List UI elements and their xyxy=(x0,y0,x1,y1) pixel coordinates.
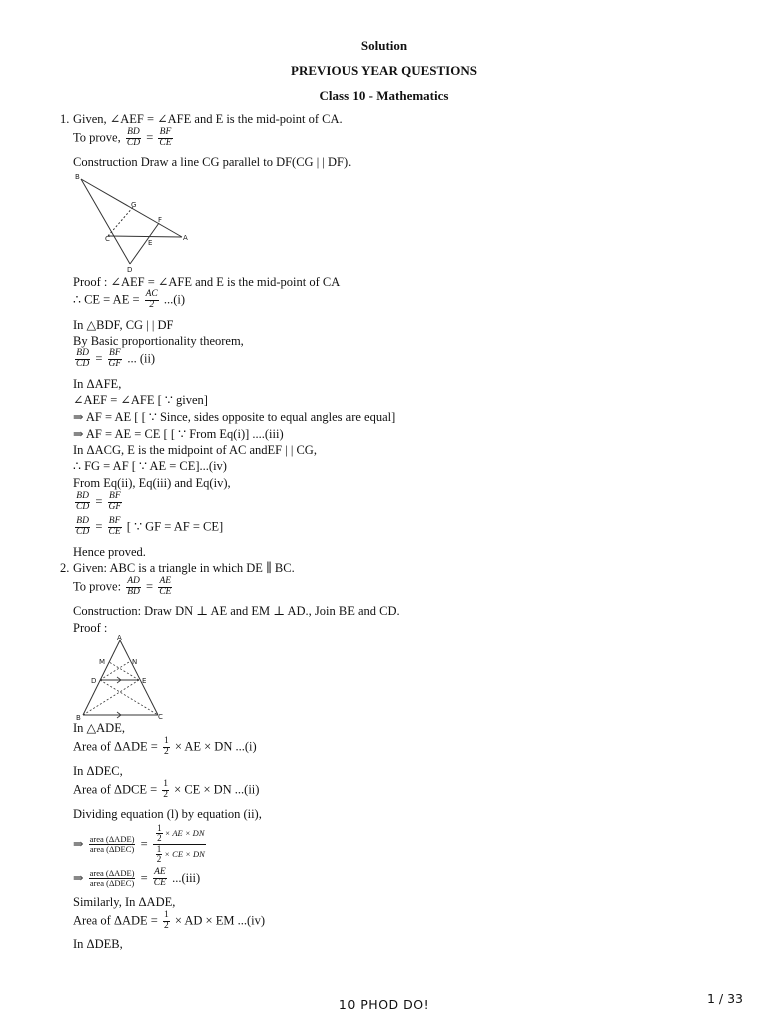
q1-res2-frac2: $\frac{BF}{CE}$ xyxy=(108,516,121,537)
q2-to-prove: To prove: $\frac{AD}{BD}$ = $\frac{AE}{CE}$ xyxy=(73,576,172,597)
fig2-label-n: N xyxy=(132,658,138,666)
q1-afe-given: ∠AEF = ∠AFE [ ∵ given] xyxy=(73,393,208,407)
q1-ce-ae xyxy=(73,290,185,311)
q1-result-2: $\frac{BD}{CD}$ = $\frac{BF}{CE}$ [ ∵ GF = AF = CE] xyxy=(76,516,224,537)
q2-similarly: Similarly, In ΔADE, xyxy=(73,895,176,909)
fig1-label-e: E xyxy=(148,239,153,247)
q2-area-ade2-lhs: Area of ΔADE = xyxy=(73,913,158,928)
q2-proof-label: Proof : xyxy=(73,621,108,635)
q1-to-prove-rhs: $\frac{BF}{CE}$ xyxy=(159,127,172,148)
q1-given: Given, ∠AEF = ∠AFE and E is the mid-point of CA. xyxy=(73,112,343,126)
question-2-number: 2. xyxy=(60,561,70,575)
q1-to-prove: To prove, $\frac{BD}{CD}$ = $\frac{BF}{CE}$ xyxy=(73,127,172,148)
q1-ce-ae-tag: ...(i) xyxy=(163,292,186,307)
fig1-label-g: G xyxy=(131,201,137,209)
q2-area-ade-rhs: × AE × DN ...(i) xyxy=(174,739,257,754)
q2-area-ade2-rhs: × AD × EM ...(iv) xyxy=(174,913,265,928)
q2-tp-frac2: $\frac{AE}{CE}$ xyxy=(159,576,172,597)
fig2-label-m: M xyxy=(99,658,106,666)
q2-area-ade-lhs: Area of ΔADE = xyxy=(73,739,158,754)
q2-area-ade-half: $\frac{1}{2}$ xyxy=(163,736,169,757)
q2-in-ade: In △ADE, xyxy=(73,721,125,735)
q1-res2-tag: [ ∵ GF = AF = CE] xyxy=(126,519,224,534)
question-1-number: 1. xyxy=(60,112,70,126)
q1-af-ae: ⇒ AF = AE [ [ ∵ Since, sides opposite to equal angles are equal] xyxy=(73,410,396,424)
q2-eq3: ⇒ $\frac{\text{area (ΔADE)}}{\text{area (ΔDEC)}}$ = $\frac{AE}{CE}$ ...(iii) xyxy=(73,867,201,888)
q2-in-deb: In ΔDEB, xyxy=(73,937,123,951)
page-title: Solution xyxy=(360,38,408,53)
fig2-label-d: D xyxy=(91,677,97,685)
fig2-label-e: E xyxy=(142,677,147,685)
page-number: 1 / 33 xyxy=(706,991,743,1006)
q2-in-dec: In ΔDEC, xyxy=(73,764,123,778)
q2-eq3-lhs: $\frac{\text{area (ΔADE)}}{\text{area (ΔDEC)}}$ xyxy=(89,868,135,888)
fig2-label-b: B xyxy=(76,714,81,722)
q2-construction: Construction: Draw DN ⊥ AE and EM ⊥ AD., Join BE and CD. xyxy=(73,604,400,618)
q2-area-ade-2 xyxy=(73,911,265,932)
q1-to-prove-label: To prove, xyxy=(73,130,121,145)
q1-construction: Construction Draw a line CG parallel to DF(CG | | DF). xyxy=(73,155,352,169)
q1-res2-frac1: $\frac{BD}{CD}$ xyxy=(76,516,90,537)
q1-eq2-frac1: $\frac{BD}{CD}$ xyxy=(76,348,90,369)
q2-to-prove-label: To prove: xyxy=(73,579,122,594)
q1-eq2: $\frac{BD}{CD}$ = $\frac{BF}{GF}$ ... (ii) xyxy=(76,348,156,369)
q2-given: Given: ABC is a triangle in which DE ∥ BC. xyxy=(73,561,295,575)
q2-ratio-lhs: $\frac{\text{area (ΔADE)}}{\text{area (ΔDEC)}}$ xyxy=(89,833,135,854)
page-subtitle: PREVIOUS YEAR QUESTIONS xyxy=(291,63,477,78)
q2-area-dce-rhs: × CE × DN ...(ii) xyxy=(174,782,260,797)
q1-res1-frac2: $\frac{BF}{GF}$ xyxy=(108,491,122,512)
q2-area-ade2-half: $\frac{1}{2}$ xyxy=(163,910,169,931)
q1-result-1: $\frac{BD}{CD}$ = $\frac{BF}{GF}$ xyxy=(76,491,122,512)
fig1-label-b: B xyxy=(75,173,80,181)
q1-to-prove-lhs: $\frac{BD}{CD}$ xyxy=(126,127,141,148)
q2-eq3-rhs: $\frac{AE}{CE}$ xyxy=(153,867,166,888)
q1-bpt: By Basic proportionality theorem, xyxy=(73,334,244,348)
q1-proof-line: Proof : ∠AEF = ∠AFE and E is the mid-point of CA xyxy=(73,275,341,289)
fig2-label-a: A xyxy=(117,634,122,642)
fig1-label-c: C xyxy=(105,235,110,243)
q2-ratio-eq: ⇒ $\frac{\text{area (ΔADE)}}{\text{area (ΔDEC)}}$ = $\frac{1}{2}$ × AE × DN $\frac{1}{2}$ × CE × DN xyxy=(73,823,205,865)
q1-ce-ae-lhs: ∴ CE = AE = xyxy=(73,292,140,307)
q2-eq3-tag: ...(iii) xyxy=(172,870,201,885)
q1-res1-frac1: $\frac{BD}{CD}$ xyxy=(76,491,90,512)
q2-triangle-figure xyxy=(74,634,170,722)
q2-area-dce xyxy=(73,780,259,801)
q1-in-bdf: In △BDF, CG | | DF xyxy=(73,318,174,332)
q1-eq2-tag: ... (ii) xyxy=(127,351,156,366)
q1-from-eqs: From Eq(ii), Eq(iii) and Eq(iv), xyxy=(73,476,231,490)
class-line: Class 10 - Mathematics xyxy=(319,88,449,103)
q2-tp-frac1: $\frac{AD}{BD}$ xyxy=(127,576,140,597)
q1-in-acg: In ΔACG, E is the midpoint of AC andEF | | CG, xyxy=(73,443,317,457)
q1-hence: Hence proved. xyxy=(73,545,146,559)
q1-in-afe: In ΔAFE, xyxy=(73,377,122,391)
q1-eq2-frac2: $\frac{BF}{GF}$ xyxy=(108,348,122,369)
q2-area-ade xyxy=(73,737,257,758)
q1-ce-ae-frac: $\frac{AC}{2}$ xyxy=(145,289,158,310)
q2-area-dce-lhs: Area of ΔDCE = xyxy=(73,782,158,797)
q1-af-ae-ce: ⇒ AF = AE = CE [ [ ∵ From Eq(i)] ....(iii) xyxy=(73,427,284,441)
q2-area-dce-half: $\frac{1}{2}$ xyxy=(163,779,169,800)
q1-triangle-figure xyxy=(72,170,197,274)
q2-dividing: Dividing equation (l) by equation (ii), xyxy=(73,807,262,821)
q2-ratio-rhs: $\frac{1}{2}$ × AE × DN $\frac{1}{2}$ × CE × DN xyxy=(153,824,206,865)
fig2-label-c: C xyxy=(158,713,163,721)
footer-brand: 10 PHOD DO! xyxy=(338,997,430,1012)
fig1-label-d: D xyxy=(127,266,133,274)
q1-fg-af: ∴ FG = AF [ ∵ AE = CE]...(iv) xyxy=(73,459,227,473)
fig1-label-a: A xyxy=(183,234,188,242)
fig1-label-f: F xyxy=(158,216,163,224)
